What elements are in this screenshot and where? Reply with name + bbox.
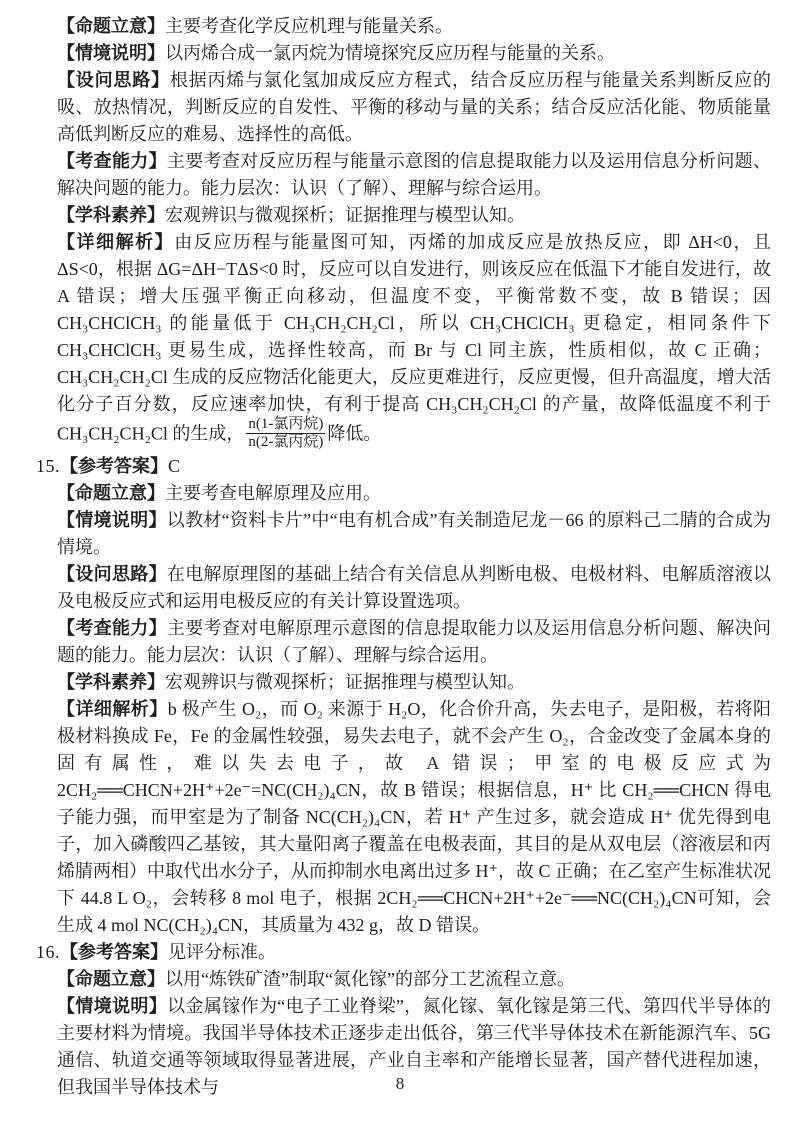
para-text: 以金属镓作为“电子工业脊梁”，氮化镓、氧化镓是第三代、第四代半导体的主要材料为情境。我国半导体技术正逐步走出低谷，第三代半导体技术在新能源汽车、5G 通信、轨道交通等领域取得显著进展，产业自主率和产能增长显著，国产替代进程加速，但我国半导体技术与 [57,996,771,1097]
para-text: 以丙烯合成一氯丙烷为情境探究反应历程与能量的关系。 [165,43,615,63]
section-label: 【设问思路】 [57,70,170,90]
paragraph-intent-16 [57,966,771,993]
section-label: 【详细解析】 [57,699,168,719]
para-text: 以用“炼铁矿渣”制取“氮化镓”的部分工艺流程立意。 [165,969,575,989]
paragraph-context-14 [57,40,771,67]
paragraph-context-15 [57,507,771,561]
paragraph-ability-14 [57,148,771,202]
para-text: 主要考查化学反应机理与能量关系。 [165,16,453,36]
paragraph-analysis-15 [57,696,771,939]
paragraph-literacy-15 [57,669,771,696]
fraction-denominator: n(2-氯丙烷) [248,434,324,450]
section-label: 【考查能力】 [57,151,167,171]
section-label: 【命题立意】 [57,16,165,36]
para-text: 降低。 [327,423,382,444]
para-text: 根据丙烯与氯化氢加成反应方程式，结合反应历程与能量关系判断反应的吸、放热情况，判断反应的自发性、平衡的移动与量的关系；结合反应活化能、物质能量高低判断反应的难易、选择性的高低。 [57,70,772,144]
paragraph-analysis-14 [57,229,771,453]
mole-ratio-fraction [246,416,325,451]
fraction-numerator: n(1-氯丙烷) [248,416,324,432]
para-text: 主要考查对电解原理示意图的信息提取能力以及运用信息分析问题、解决问题的能力。能力层次：认识（了解）、理解与综合运用。 [57,618,772,665]
para-text: 主要考查对反应历程与能量示意图的信息提取能力以及运用信息分析问题、解决问题的能力。能力层次：认识（了解）、理解与综合运用。 [57,151,772,198]
para-text: 宏观辨识与微观探析；证据推理与模型认知。 [165,205,525,225]
paragraph-question-design-14 [57,67,771,148]
para-text: 见评分标准。 [168,942,276,962]
section-label: 【考查能力】 [57,618,167,638]
section-label: 【情境说明】 [57,510,167,530]
paragraph-question-design-15 [57,561,771,615]
section-label: 【详细解析】 [57,232,175,252]
section-label: 【学科素养】 [57,205,165,225]
section-label: 【情境说明】 [57,43,165,63]
para-text: 以教材“资料卡片”中“电有机合成”有关制造尼龙－66 的原料己二腈的合成为情境。 [57,510,771,557]
section-label: 【命题立意】 [57,483,165,503]
para-text: C [168,456,181,476]
paragraph-answer-16 [36,939,771,966]
item-number: 16. [36,942,60,962]
paragraph-ability-15 [57,615,771,669]
para-text: 主要考查电解原理及应用。 [165,483,381,503]
paragraph-literacy-14 [57,202,771,229]
section-label: 【参考答案】 [60,456,168,476]
paragraph-answer-15 [36,453,771,480]
section-label: 【学科素养】 [57,672,165,692]
item-number: 15. [36,456,60,476]
section-label: 【命题立意】 [57,969,165,989]
page-number: 8 [395,1074,405,1093]
paragraph-intent-15 [57,480,771,507]
section-label: 【参考答案】 [60,942,168,962]
para-text: b 极产生 O₂，而 O₂ 来源于 H₂O，化合价升高，失去电子，是阳极，若将阳极材料换成 Fe，Fe 的金属性较强，易失去电子，就不会产生 O₂，合金改变了金属本身的固有属性，难以失去电子，故 A 错误；甲室的电极反应式为 2CH₂══CHCN+2H⁺+2e⁻=NC(CH₂)₄CN，故 B 错误；根据信息，H⁺ 比 CH₂══CHCN 得电子能力强，而甲室是为了制备 NC(CH₂)₄CN，若 H⁺ 产生过多，就会造成 H⁺ 优先得到电子，加入磷酸四乙基铵，其大量阳离子覆盖在电极表面，其目的是从双电层（溶液层和丙烯腈两相）中取代出水分子，从而抑制水电离出过多 H⁺，故 C 正确；在乙室产生标准状况下 44.8 L O₂，会转移 8 mol 电子，根据 2CH₂══CHCN+2H⁺+2e⁻══NC(CH₂)₄CN可知，会生成 4 mol NC(CH₂)₄CN，其质量为 432 g，故 D 错误。 [57,699,772,935]
paragraph-intent-14 [57,13,771,40]
section-label: 【设问思路】 [57,564,167,584]
para-text: 由反应历程与能量图可知，丙烯的加成反应是放热反应，即 ΔH<0，且 ΔS<0，根据 ΔG=ΔH−TΔS<0 时，反应可以自发进行，则该反应在低温下才能自发进行，故 A 错误；增大压强平衡正向移动，但温度不变，平衡常数不变，故 B 错误；因 CH₃CHClCH₃ 的能量低于 CH₃CH₂CH₂Cl，所以 CH₃CHClCH₃ 更稳定，相同条件下 CH₃CHClCH₃ 更易生成，选择性较高，而 Br 与 Cl 同主族，性质相似，故 C 正确；CH₃CH₂CH₂Cl 生成的反应物活化能更大，反应更难进行，反应更慢，但升高温度，增大活化分子百分数，反应速率加快，有利于提高 CH₃CH₂CH₂Cl 的产量，故降低温度不利于 CH₃CH₂CH₂Cl 的生成， [57,232,771,444]
para-text: 宏观辨识与微观探析；证据推理与模型认知。 [165,672,525,692]
section-label: 【情境说明】 [57,996,168,1016]
para-text: 在电解原理图的基础上结合有关信息从判断电极、电极材料、电解质溶液以及电极反应式和运用电极反应的有关计算设置选项。 [57,564,772,611]
